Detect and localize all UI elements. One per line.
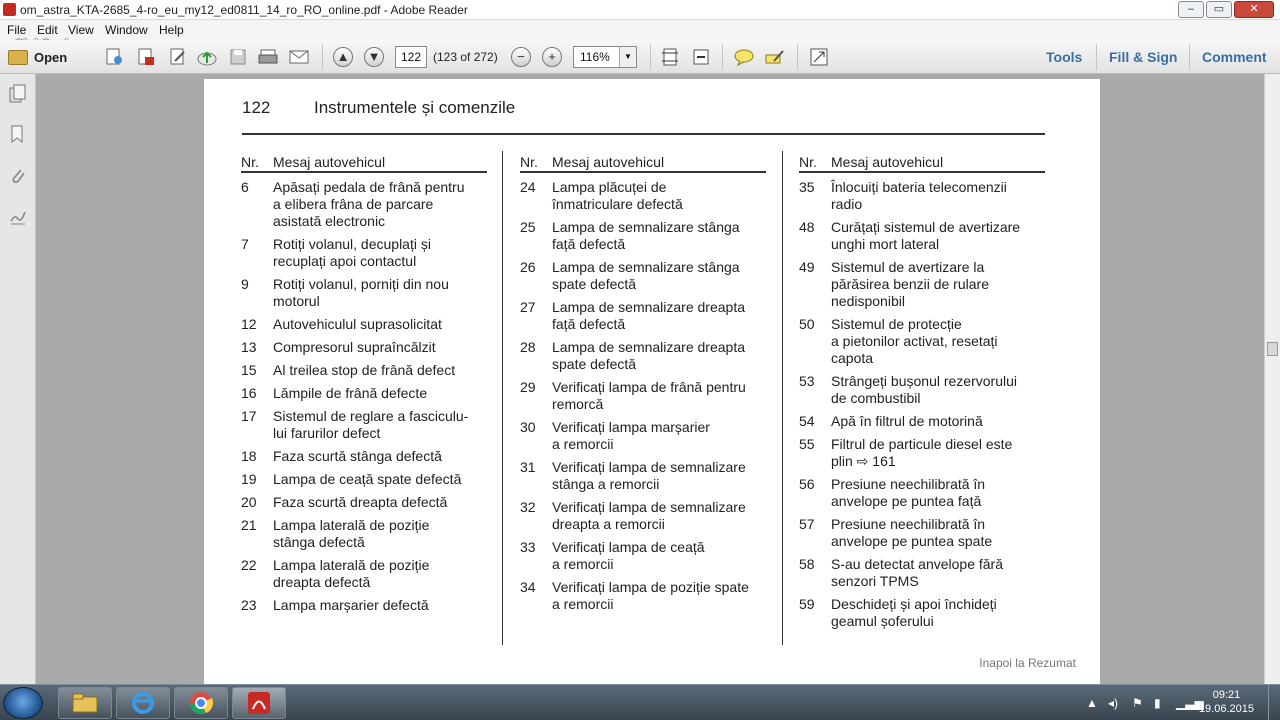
message-number: 58 xyxy=(799,556,815,572)
message-row xyxy=(799,316,1045,367)
message-text: Lampa de semnalizare dreapta spate defectă xyxy=(552,339,746,372)
message-text: Verificați lampa de semnalizare dreapta a remorcii xyxy=(552,499,746,532)
message-text: Autovehiculul suprasolicitat xyxy=(273,316,442,332)
attachments-icon[interactable] xyxy=(9,166,27,186)
folder-icon xyxy=(8,50,28,65)
tools-pane-button[interactable]: Tools xyxy=(1046,49,1083,65)
message-row xyxy=(520,539,766,573)
toolbar-separator xyxy=(322,44,323,70)
message-number: 6 xyxy=(241,179,249,195)
network-signal-icon[interactable]: ▁▃▅ xyxy=(1176,696,1204,710)
message-text: Lampa de semnalizare dreapta față defectă xyxy=(552,299,746,332)
column-header xyxy=(799,153,1045,173)
title-rule xyxy=(242,133,1045,135)
edit-pdf-icon[interactable] xyxy=(166,45,190,69)
action-center-icon[interactable]: ⚑ xyxy=(1132,696,1143,710)
minimize-button[interactable]: – xyxy=(1178,1,1204,18)
message-row xyxy=(241,557,487,591)
message-number: 32 xyxy=(520,499,536,515)
full-screen-icon[interactable] xyxy=(807,45,831,69)
message-number: 25 xyxy=(520,219,536,235)
page-thumbnails-icon[interactable] xyxy=(9,84,27,104)
save-icon[interactable] xyxy=(226,45,250,69)
message-row xyxy=(520,259,766,293)
message-text: Lampa de semnalizare stânga spate defectă xyxy=(552,259,740,292)
menu-help[interactable]: Help xyxy=(159,23,184,37)
message-text: Sistemul de reglare a fasciculu- lui farurilor defect xyxy=(273,408,469,441)
page-number: 122 xyxy=(242,98,271,117)
message-text: Verificați lampa de semnalizare stânga a remorcii xyxy=(552,459,746,492)
taskbar-chrome[interactable] xyxy=(174,687,228,719)
toolbar-separator xyxy=(1189,44,1190,70)
message-number: 15 xyxy=(241,362,257,378)
zoom-select[interactable] xyxy=(573,46,637,68)
message-number: 57 xyxy=(799,516,815,532)
message-column-3 xyxy=(799,153,1045,630)
menu-bar xyxy=(0,20,1280,40)
message-text: Lămpile de frână defecte xyxy=(273,385,428,401)
message-row xyxy=(241,494,487,511)
close-button[interactable]: ✕ xyxy=(1234,1,1274,18)
message-number: 21 xyxy=(241,517,257,533)
taskbar xyxy=(0,684,1280,720)
minus-icon: − xyxy=(511,47,531,67)
back-to-summary-link[interactable]: Inapoi la Rezumat xyxy=(979,656,1076,670)
fit-width-icon[interactable] xyxy=(689,45,713,69)
message-number: 24 xyxy=(520,179,536,195)
message-row xyxy=(241,448,487,465)
toolbar-separator xyxy=(650,44,651,70)
message-text: Faza scurtă stânga defectă xyxy=(273,448,442,464)
message-text: Lampa de semnalizare stânga față defectă xyxy=(552,219,740,252)
menu-view[interactable]: View xyxy=(68,23,94,37)
clock-time: 09:21 xyxy=(1212,689,1241,701)
taskbar-internet-explorer[interactable] xyxy=(116,687,170,719)
header-message: Mesaj autovehicul xyxy=(552,154,665,170)
message-number: 53 xyxy=(799,373,815,389)
message-row xyxy=(520,219,766,253)
message-row xyxy=(241,179,487,230)
window-title: om_astra_KTA-2685_4-ro_eu_my12_ed0811_14_ro_RO_online.pdf - Adobe Reader xyxy=(20,3,468,17)
taskbar-explorer[interactable] xyxy=(58,687,112,719)
message-row xyxy=(520,339,766,373)
page-number-input[interactable]: 122 xyxy=(395,46,427,68)
email-icon[interactable] xyxy=(287,45,311,69)
signatures-icon[interactable] xyxy=(9,206,27,226)
header-message: Mesaj autovehicul xyxy=(831,154,944,170)
message-text: Rotiți volanul, decuplați și recuplați apoi contactul xyxy=(273,236,431,269)
menu-file[interactable]: File xyxy=(7,23,27,37)
message-text: Presiune neechilibrată în anvelope pe puntea spate xyxy=(831,516,993,549)
message-row xyxy=(799,596,1045,630)
message-number: 28 xyxy=(520,339,536,355)
document-page xyxy=(204,79,1100,684)
pdf-export-icon[interactable] xyxy=(134,45,158,69)
message-text: Verificați lampa de frână pentru remorcă xyxy=(552,379,746,412)
message-number: 20 xyxy=(241,494,257,510)
message-row xyxy=(241,339,487,356)
message-text: Sistemul de protecție a pietonilor activat, resetați capota xyxy=(831,316,998,366)
message-row xyxy=(241,236,487,270)
folder-icon xyxy=(71,692,99,714)
page-count-label: (123 of 272) xyxy=(433,50,498,64)
message-text: Strângeți bușonul rezervorului de combustibil xyxy=(831,373,1017,406)
message-text: Presiune neechilibrată în anvelope pe puntea față xyxy=(831,476,986,509)
vertical-scrollbar[interactable] xyxy=(1264,74,1280,684)
previous-page-button[interactable] xyxy=(331,45,355,69)
message-text: Lampa laterală de poziție dreapta defectă xyxy=(273,557,430,590)
maximize-button[interactable]: ▭ xyxy=(1206,1,1232,18)
zoom-value: 116% xyxy=(580,50,610,64)
message-row xyxy=(520,179,766,213)
message-row xyxy=(241,316,487,333)
message-text: Lampa laterală de poziție stânga defectă xyxy=(273,517,430,550)
show-desktop-button[interactable] xyxy=(1268,685,1280,720)
adobe-reader-icon xyxy=(246,690,272,716)
message-text: Curățați sistemul de avertizare unghi mort lateral xyxy=(831,219,1021,252)
message-row xyxy=(241,597,487,614)
message-number: 16 xyxy=(241,385,257,401)
message-row xyxy=(241,385,487,402)
column-header xyxy=(520,153,766,173)
message-number: 9 xyxy=(241,276,249,292)
message-number: 31 xyxy=(520,459,536,475)
column-header xyxy=(241,153,487,173)
fit-page-icon[interactable] xyxy=(658,45,682,69)
message-number: 50 xyxy=(799,316,815,332)
open-button[interactable] xyxy=(8,46,67,68)
column-divider xyxy=(782,151,783,645)
message-row xyxy=(520,579,766,613)
open-label: Open xyxy=(34,49,68,65)
message-text: Lampa marșarier defectă xyxy=(273,597,429,613)
header-nr: Nr. xyxy=(241,154,259,170)
message-number: 13 xyxy=(241,339,257,355)
zoom-out-button[interactable] xyxy=(509,45,533,69)
message-row xyxy=(799,259,1045,310)
message-number: 59 xyxy=(799,596,815,612)
message-number: 34 xyxy=(520,579,536,595)
message-number: 26 xyxy=(520,259,536,275)
start-button[interactable] xyxy=(3,687,43,719)
zoom-in-button[interactable] xyxy=(540,45,564,69)
window-controls xyxy=(1178,1,1274,18)
message-list xyxy=(520,179,766,613)
comment-pane-button[interactable]: Comment xyxy=(1202,49,1267,65)
message-row xyxy=(241,517,487,551)
message-text: Deschideți și apoi închideți geamul șoferului xyxy=(831,596,997,629)
message-number: 55 xyxy=(799,436,815,452)
scrollbar-thumb[interactable] xyxy=(1267,342,1278,356)
header-nr: Nr. xyxy=(520,154,538,170)
message-number: 27 xyxy=(520,299,536,315)
message-text: Verificați lampa marșarier a remorcii xyxy=(552,419,710,452)
message-column-2 xyxy=(520,153,766,613)
title-bar xyxy=(0,0,1280,20)
message-row xyxy=(520,379,766,413)
message-number: 30 xyxy=(520,419,536,435)
message-row xyxy=(799,516,1045,550)
message-number: 22 xyxy=(241,557,257,573)
message-row xyxy=(241,276,487,310)
message-number: 35 xyxy=(799,179,815,195)
highlight-icon[interactable] xyxy=(763,45,787,69)
message-text: Verificați lampa de poziție spate a remorcii xyxy=(552,579,749,612)
message-number: 33 xyxy=(520,539,536,555)
adobe-reader-icon xyxy=(3,3,16,16)
next-page-button[interactable] xyxy=(362,45,386,69)
navigation-pane xyxy=(0,74,36,684)
message-text: Înlocuiți bateria telecomenzii radio xyxy=(831,179,1007,212)
cloud-upload-icon[interactable] xyxy=(195,45,219,69)
message-text: S-au detectat anvelope fără senzori TPMS xyxy=(831,556,1004,589)
message-text: Compresorul supraîncălzit xyxy=(273,339,436,355)
message-row xyxy=(799,219,1045,253)
system-clock[interactable] xyxy=(1199,688,1254,716)
header-nr: Nr. xyxy=(799,154,817,170)
message-row xyxy=(241,362,487,379)
message-text: Lampa plăcuței de înmatriculare defectă xyxy=(552,179,683,212)
message-text: Sistemul de avertizare la părăsirea benzii de rulare nedisponibil xyxy=(831,259,989,309)
message-row xyxy=(799,476,1045,510)
menu-window[interactable]: Window xyxy=(105,23,148,37)
chevron-down-icon[interactable]: ▼ xyxy=(619,47,636,67)
header-message: Mesaj autovehicul xyxy=(273,154,386,170)
message-text: Faza scurtă dreapta defectă xyxy=(273,494,448,510)
page-title: Instrumentele și comenzile xyxy=(314,98,516,117)
toolbar-separator xyxy=(1096,44,1097,70)
message-row xyxy=(520,499,766,533)
message-column-1 xyxy=(241,153,487,614)
show-hidden-icons-icon[interactable]: ▲ xyxy=(1086,696,1098,710)
fill-sign-pane-button[interactable]: Fill & Sign xyxy=(1109,49,1178,65)
arrow-down-icon: ▼ xyxy=(364,47,384,67)
safely-remove-icon[interactable]: ▮ xyxy=(1154,696,1161,710)
sticky-note-icon[interactable] xyxy=(732,45,756,69)
clock-date: 19.06.2015 xyxy=(1198,703,1254,715)
bookmarks-icon[interactable] xyxy=(9,124,27,144)
message-number: 23 xyxy=(241,597,257,613)
message-text: Apăsați pedala de frână pentru a elibera frâna de parcare asistată electronic xyxy=(273,179,465,229)
message-number: 19 xyxy=(241,471,257,487)
print-icon[interactable] xyxy=(256,45,280,69)
message-row xyxy=(520,299,766,333)
message-row xyxy=(520,419,766,453)
internet-explorer-icon xyxy=(129,690,157,716)
toolbar-separator xyxy=(722,44,723,70)
message-row xyxy=(520,459,766,493)
message-row xyxy=(799,413,1045,430)
column-divider xyxy=(502,151,503,645)
toolbar-separator xyxy=(797,44,798,70)
speaker-icon[interactable]: ◂) xyxy=(1108,696,1119,710)
arrow-up-icon: ▲ xyxy=(333,47,353,67)
message-text: Al treilea stop de frână defect xyxy=(273,362,456,378)
message-number: 18 xyxy=(241,448,257,464)
toolbar xyxy=(0,40,1280,74)
message-text: Lampa de ceață spate defectă xyxy=(273,471,462,487)
message-row xyxy=(799,556,1045,590)
chrome-icon xyxy=(188,690,214,716)
message-list xyxy=(241,179,487,614)
message-text: Apă în filtrul de motorină xyxy=(831,413,983,429)
message-number: 29 xyxy=(520,379,536,395)
message-text: Rotiți volanul, porniți din nou motorul xyxy=(273,276,449,309)
message-number: 56 xyxy=(799,476,815,492)
create-pdf-icon[interactable] xyxy=(102,45,126,69)
message-list xyxy=(799,179,1045,630)
message-row xyxy=(799,373,1045,407)
plus-icon: + xyxy=(542,47,562,67)
message-row xyxy=(241,408,487,442)
message-text: Verificați lampa de ceață a remorcii xyxy=(552,539,705,572)
message-row xyxy=(799,436,1045,470)
message-number: 12 xyxy=(241,316,257,332)
menu-edit[interactable]: Edit xyxy=(37,23,58,37)
message-number: 17 xyxy=(241,408,257,424)
message-row xyxy=(241,471,487,488)
message-number: 49 xyxy=(799,259,815,275)
message-number: 7 xyxy=(241,236,249,252)
message-number: 54 xyxy=(799,413,815,429)
taskbar-adobe-reader[interactable] xyxy=(232,687,286,719)
message-row xyxy=(799,179,1045,213)
message-text: Filtrul de particule diesel este plin ⇨ 161 xyxy=(831,436,1013,469)
message-number: 48 xyxy=(799,219,815,235)
